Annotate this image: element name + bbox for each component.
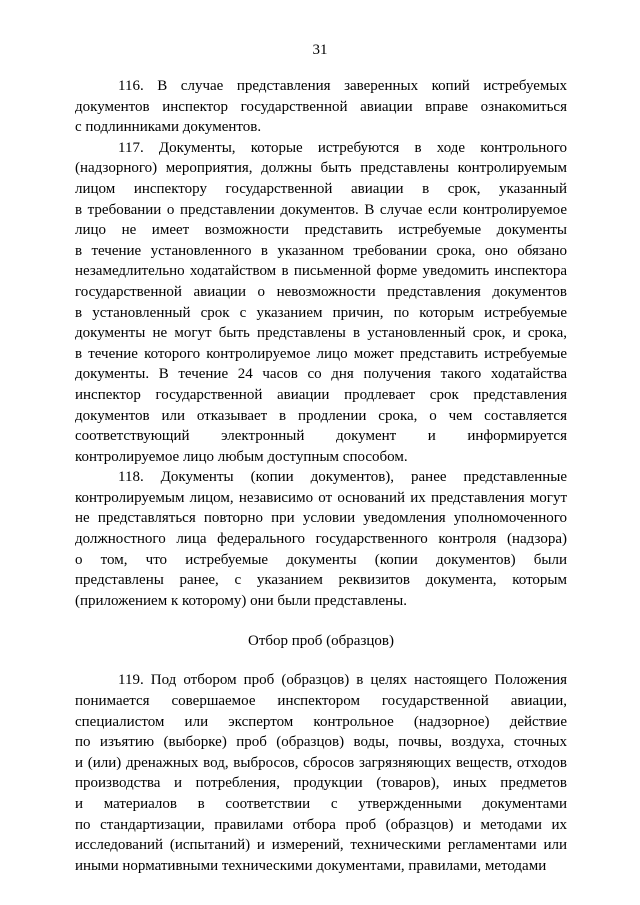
text-line: незамедлительно ходатайством в письменной форме уведомить инспектора xyxy=(75,263,567,280)
text-line: контролируемым лицом, независимо от оснований их представления могут xyxy=(75,489,567,506)
text-line: документов инспектор государственной авиации вправе ознакомиться xyxy=(75,98,567,115)
text-line: и материалов в соответствии с утвержденными документами xyxy=(75,796,567,812)
paragraph-117 xyxy=(75,138,567,468)
text-line: соответствующий электронный документ и информируется xyxy=(75,428,567,445)
section-heading: Отбор проб (образцов) xyxy=(248,633,394,650)
text-line: в течение которого контролируемое лицо может представить истребуемые xyxy=(75,345,567,362)
text-line: государственной авиации о невозможности представления документов xyxy=(75,283,567,300)
text-line: производства и потребления, продукции (товаров), иных предметов xyxy=(75,775,567,792)
text-line: и (или) дренажных вод, выбросов, сбросов загрязняющих веществ, отходов xyxy=(75,754,567,771)
page-number: 31 xyxy=(312,42,328,58)
text-line: исследований (испытаний) и измерений, техническими регламентами или xyxy=(75,837,567,854)
text-line: документов или отказывает в продлении срока, о чем составляется xyxy=(75,407,567,424)
text-line: должностного лица федерального государственного контроля (надзора) xyxy=(75,531,567,548)
text-line: иными нормативными техническими документами, правилами, методами xyxy=(75,857,547,874)
paragraph-116 xyxy=(75,76,567,138)
text-line: документы не могут быть представлены в установленный срок, и срока, xyxy=(75,325,567,342)
text-line: в установленный срок с указанием причин, по которым истребуемые xyxy=(75,304,567,321)
text-line: представлены ранее, с указанием реквизитов документа, которым xyxy=(75,572,567,589)
text-line: в требовании о представлении документов. В случае если контролируемое xyxy=(75,201,567,218)
text-line: 116. В случае представления заверенных копий истребуемых xyxy=(118,78,567,94)
text-line: по изъятию (выборке) проб (образцов) воды, почвы, воздуха, сточных xyxy=(75,734,567,751)
text-line: (надзорного) мероприятия, должны быть представлены контролируемым xyxy=(75,160,567,177)
text-line: по стандартизации, правилами отбора проб (образцов) и методами их xyxy=(75,816,567,833)
paragraph-119 xyxy=(75,670,567,876)
document-body xyxy=(75,76,567,876)
text-line: в течение установленного в указанном требовании срока, оно обязано xyxy=(75,242,567,259)
text-line: документы. В течение 24 часов со дня получения такого ходатайства xyxy=(75,366,567,383)
text-line: понимается совершаемое инспектором государственной авиации, xyxy=(75,693,567,710)
text-line: контролируемое лицо любым доступным способом. xyxy=(75,448,408,465)
paragraph-118 xyxy=(75,467,567,611)
text-line: о том, что истребуемые документы (копии документов) были xyxy=(75,551,567,568)
text-line: инспектор государственной авиации продлевает срок представления xyxy=(75,386,567,403)
text-line: лицо не имеет возможности представить истребуемые документы xyxy=(75,222,567,239)
text-line: 118. Документы (копии документов), ранее представленные xyxy=(118,469,567,486)
text-line: 119. Под отбором проб (образцов) в целях настоящего Положения xyxy=(118,672,567,689)
text-line: лицом инспектору государственной авиации в срок, указанный xyxy=(75,180,567,197)
text-line: специалистом или экспертом контрольное (надзорное) действие xyxy=(75,713,567,730)
text-line: не представляться повторно при условии уведомления уполномоченного xyxy=(75,510,567,527)
text-line: (приложением к которому) они были представлены. xyxy=(75,592,407,609)
text-line: с подлинниками документов. xyxy=(75,119,262,136)
text-line: 117. Документы, которые истребуются в ходе контрольного xyxy=(118,139,567,156)
